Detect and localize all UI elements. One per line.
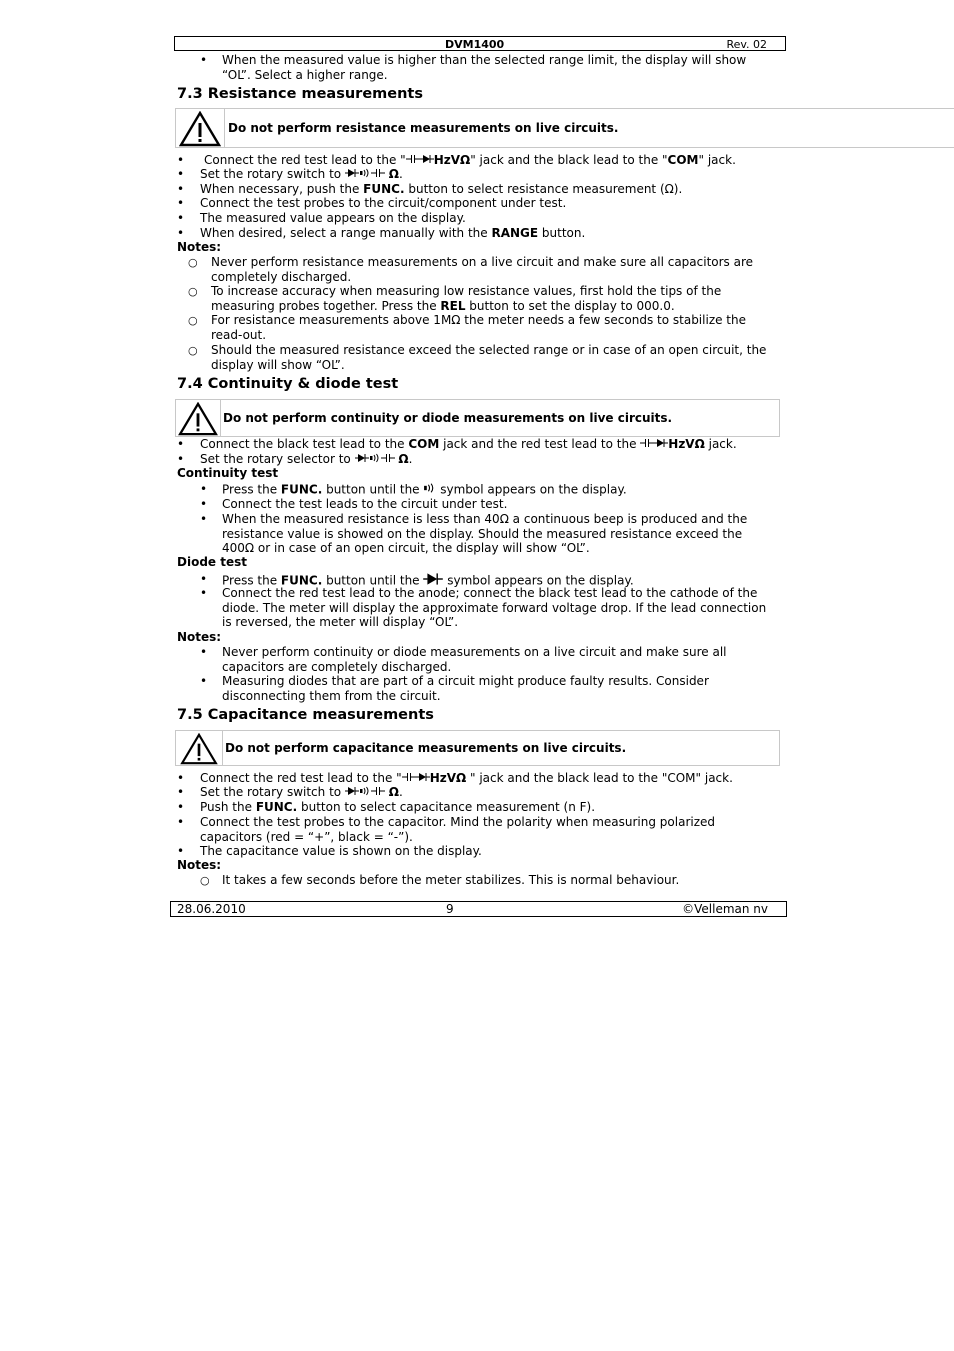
bullet-dot: • — [200, 512, 208, 526]
footer-page-number: 9 — [446, 902, 454, 916]
intro-text: When the measured value is higher than the selected range limit, the display will show “OL”. Select a higher range. — [222, 53, 747, 82]
continuity-bullet-3: When the measured resistance is less than 40Ω a continuous beep is produced and the resistance value is showed on the display. Should the measured resistance exceed the 400Ω or in case of an open circuit, the display will show “OL”. — [222, 512, 748, 556]
s75-bullet-5: The capacitance value is shown on the display. — [200, 844, 482, 858]
s75-bullet-3: Push the FUNC. button to select capacitance measurement (n F). — [200, 800, 596, 814]
s73-bullet-6: When desired, select a range manually with the RANGE button. — [200, 226, 586, 240]
bullet-dot: • — [177, 800, 185, 814]
s75-notes-label: Notes: — [177, 858, 222, 872]
section-title-7-3: 7.3 Resistance measurements — [177, 86, 423, 102]
capacitor-icon — [640, 438, 654, 448]
footer-date: 28.06.2010 — [177, 902, 246, 916]
continuity-test-title: Continuity test — [177, 466, 279, 480]
diode-test-title: Diode test — [177, 555, 247, 569]
s74-note-2: Measuring diodes that are part of a circuit might produce faulty results. Consider disconnecting them from the circuit. — [222, 674, 709, 703]
bullet-dot: • — [177, 153, 185, 167]
section-title-7-5: 7.5 Capacitance measurements — [177, 707, 434, 723]
s75-bullet-1: Connect the red test lead to the " HzVΩ " jack and the black lead to the "COM" jack. — [200, 771, 733, 785]
capacitor-icon — [371, 168, 385, 178]
bullet-dot: • — [177, 844, 185, 858]
bullet-dot: • — [177, 815, 185, 829]
diode-icon — [416, 772, 430, 782]
s73-bullet-5: The measured value appears on the display. — [200, 211, 466, 225]
s74-bullet-2: Set the rotary selector to Ω. — [200, 452, 413, 466]
diode-icon — [355, 453, 369, 463]
s73-bullet-4: Connect the test probes to the circuit/component under test. — [200, 196, 567, 210]
s73-note-4: Should the measured resistance exceed the selected range or in case of an open circuit, the display will show “OL”. — [211, 343, 767, 372]
bullet-dot: • — [177, 167, 185, 181]
capacitor-icon — [406, 154, 420, 164]
bullet-dot: • — [177, 196, 185, 210]
s75-note-1: It takes a few seconds before the meter stabilizes. This is normal behaviour. — [222, 873, 680, 887]
warning-text: Do not perform continuity or diode measurements on live circuits. — [223, 411, 673, 425]
circle-bullet: ○ — [200, 874, 210, 887]
diode-bullet-1: Press the FUNC. button until the symbol appears on the display. — [222, 573, 634, 588]
circle-bullet: ○ — [188, 256, 198, 269]
bullet-dot: • — [177, 182, 185, 196]
diode-icon — [345, 168, 359, 178]
s73-bullet-3: When necessary, push the FUNC. button to select resistance measurement (Ω). — [200, 182, 683, 196]
bullet-dot: • — [200, 674, 208, 688]
bullet-dot: • — [200, 645, 208, 659]
s75-bullet-2: Set the rotary switch to Ω. — [200, 785, 403, 799]
warning-triangle-icon — [179, 733, 219, 765]
circle-bullet: ○ — [188, 314, 198, 327]
s73-note-2: To increase accuracy when measuring low resistance values, first hold the tips of the measuring probes together. Press the REL button to set the display to 000.0. — [211, 284, 722, 313]
bullet-dot: • — [200, 53, 208, 67]
capacitor-icon — [371, 786, 385, 796]
continuity-bullet-2: Connect the test leads to the circuit under test. — [222, 497, 508, 511]
bullet-dot: • — [200, 572, 208, 586]
s73-note-1: Never perform resistance measurements on a live circuit and make sure all capacitors are completely discharged. — [211, 255, 754, 284]
s74-bullet-1: Connect the black test lead to the COM jack and the red test lead to the HzVΩ jack. — [200, 437, 737, 451]
s74-note-1: Never perform continuity or diode measurements on a live circuit and make sure all capacitors are completely discharged. — [222, 645, 727, 674]
circle-bullet: ○ — [188, 285, 198, 298]
footer-copyright: ©Velleman nv — [682, 902, 768, 916]
beeper-icon — [423, 482, 436, 494]
bullet-dot: • — [200, 482, 208, 496]
s75-bullet-4: Connect the test probes to the capacitor. Mind the polarity when measuring polarized capacitors (red = “+”, black = “-”). — [200, 815, 716, 844]
circle-bullet: ○ — [188, 344, 198, 357]
warning-box-capacitance — [175, 730, 780, 766]
warning-triangle-icon — [179, 111, 221, 147]
diode-icon — [423, 572, 443, 586]
header-model: DVM1400 — [445, 38, 505, 51]
capacitor-icon — [402, 772, 416, 782]
page-header — [174, 36, 786, 51]
diode-icon — [345, 786, 359, 796]
bullet-dot: • — [177, 211, 185, 225]
page-footer — [170, 901, 787, 917]
bullet-dot: • — [200, 586, 208, 600]
bullet-dot: • — [177, 452, 185, 466]
beeper-icon — [359, 168, 371, 178]
bullet-dot: • — [177, 771, 185, 785]
diode-icon — [420, 154, 434, 164]
continuity-bullet-1: Press the FUNC. button until the symbol appears on the display. — [222, 482, 627, 497]
s73-bullet-1: Connect the red test lead to the " HzVΩ" jack and the black lead to the "COM" jack. — [204, 153, 736, 167]
section-title-7-4: 7.4 Continuity & diode test — [177, 376, 399, 392]
bullet-dot: • — [200, 497, 208, 511]
header-revision: Rev. 02 — [726, 38, 767, 51]
bullet-dot: • — [177, 226, 185, 240]
diode-icon — [654, 438, 668, 448]
bullet-dot: • — [177, 437, 185, 451]
diode-bullet-2: Connect the red test lead to the anode; connect the black test lead to the cathode of the diode. The meter will display the approximate forward voltage drop. If the lead connection is reversed, the meter will display “OL”. — [222, 586, 767, 630]
s73-note-3: For resistance measurements above 1MΩ the meter needs a few seconds to stabilize the read-out. — [211, 313, 747, 342]
s73-bullet-2: Set the rotary switch to Ω. — [200, 167, 403, 181]
warning-text: Do not perform capacitance measurements on live circuits. — [225, 741, 627, 755]
capacitor-icon — [381, 453, 395, 463]
warning-box-continuity — [175, 399, 780, 437]
s74-notes-label: Notes: — [177, 630, 222, 644]
beeper-icon — [369, 453, 381, 463]
warning-triangle-icon — [178, 402, 218, 436]
warning-box-resistance — [175, 108, 954, 148]
bullet-dot: • — [177, 785, 185, 799]
s73-notes-label: Notes: — [177, 240, 222, 254]
warning-text: Do not perform resistance measurements on live circuits. — [228, 121, 619, 135]
beeper-icon — [359, 786, 371, 796]
